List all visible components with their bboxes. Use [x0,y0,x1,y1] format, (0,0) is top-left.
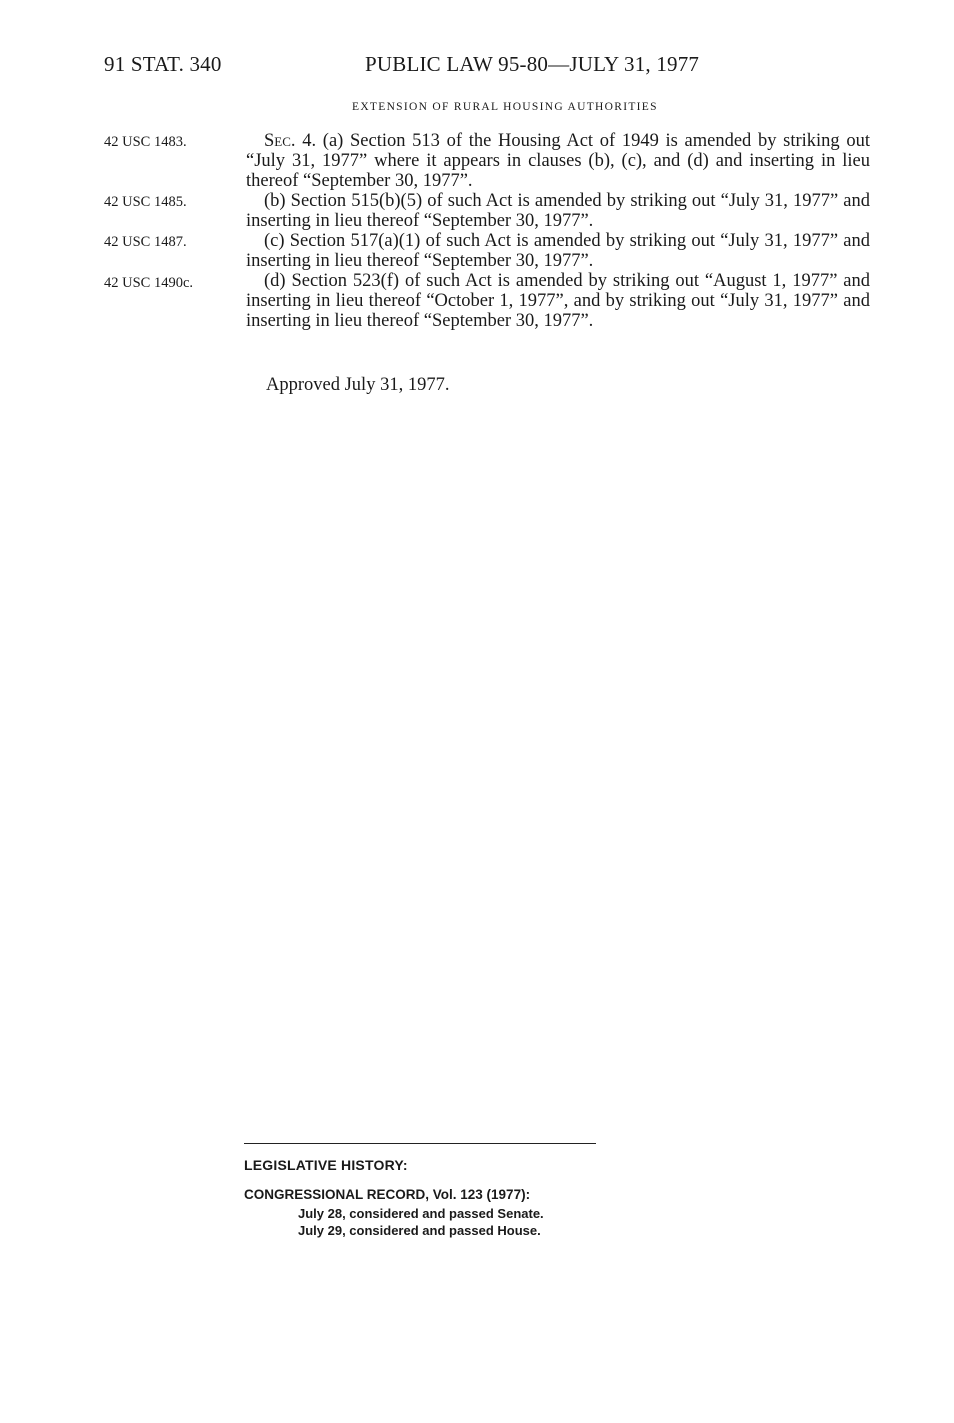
paragraph-b: (b) Section 515(b)(5) of such Act is amended by striking out “July 31, 1977” and inserting in lieu thereof “September 30, 1977”. [246,191,870,231]
legislative-history-heading: LEGISLATIVE HISTORY: [244,1157,408,1173]
legislative-history-item: July 28, considered and passed Senate. [298,1206,544,1221]
section-heading: EXTENSION OF RURAL HOUSING AUTHORITIES [352,101,658,113]
running-header-law-title: PUBLIC LAW 95-80—JULY 31, 1977 [365,52,700,76]
paragraph-c: (c) Section 517(a)(1) of such Act is amended by striking out “July 31, 1977” and inserting in lieu thereof “September 30, 1977”. [246,231,870,271]
approval-date: Approved July 31, 1977. [266,375,450,395]
paragraph-a-text: (a) Section 513 of the Housing Act of 1949 is amended by striking out “July 31, 1977” where it appears in clauses (b), (c), and (d) and inserting in lieu thereof “September 30, 1977”. [246,131,871,191]
section-body [246,131,870,331]
divider-rule [244,1143,596,1144]
section-label: Sec. 4. [264,131,317,151]
margin-citation-1487: 42 USC 1487. [104,234,187,250]
margin-citation-1483: 42 USC 1483. [104,134,187,150]
paragraph-d: (d) Section 523(f) of such Act is amended by striking out “August 1, 1977” and inserting in lieu thereof “October 1, 1977”, and by striking out “July 31, 1977” and inserting in lieu thereof “September 30, 1977”. [246,271,870,331]
statute-page-number: 91 STAT. 340 [104,52,222,76]
margin-citation-1490c: 42 USC 1490c. [104,275,194,291]
legislative-history-item: July 29, considered and passed House. [298,1223,541,1238]
margin-citation-1485: 42 USC 1485. [104,194,187,210]
congressional-record-citation: CONGRESSIONAL RECORD, Vol. 123 (1977): [244,1187,531,1202]
paragraph-a [246,131,870,191]
